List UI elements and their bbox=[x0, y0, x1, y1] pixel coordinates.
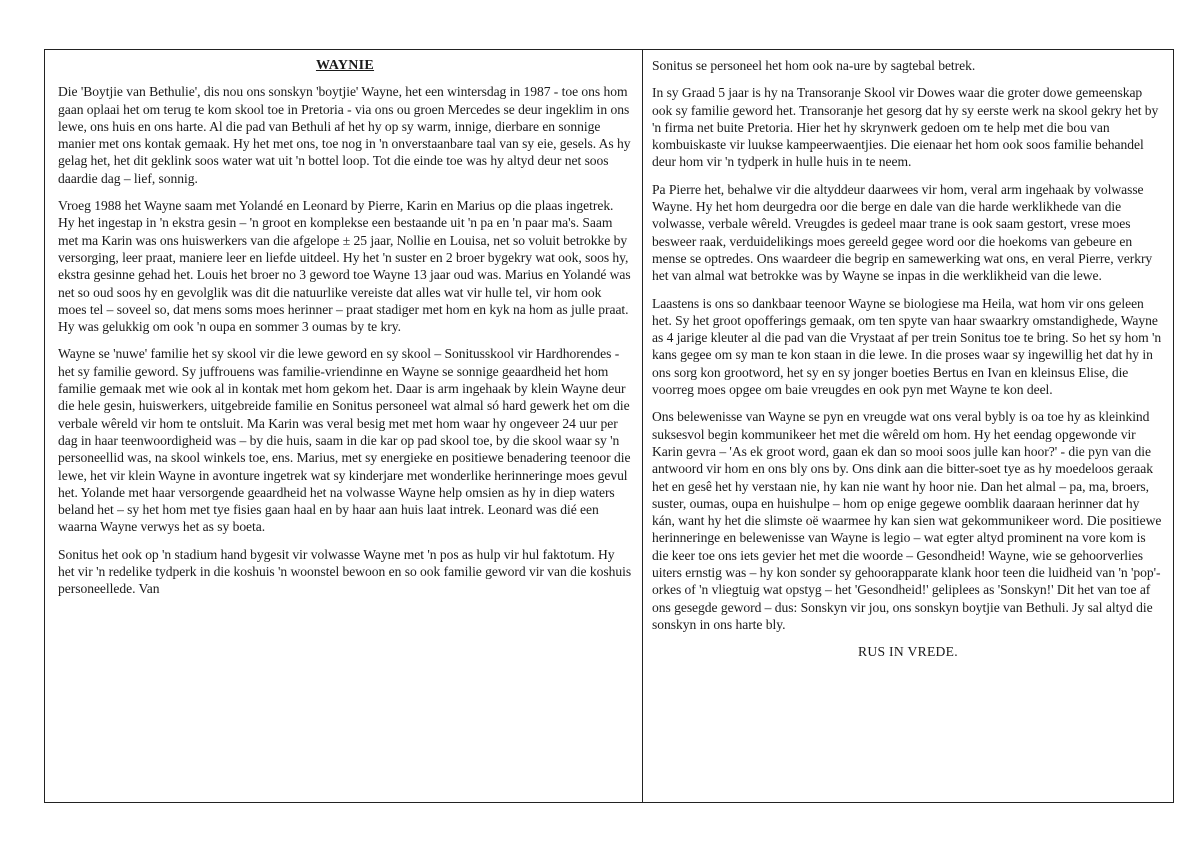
left-column bbox=[58, 57, 632, 608]
paragraph: Pa Pierre het, behalwe vir die altyddeur daarwees vir hom, veral arm ingehaak by volwasse Wayne. Hy het hom deurgedra oor die berge en dale van die harde werklikhede van die volwasse, verbale wêreld. Vreugdes is gedeel maar trane is ook saam gestort, vrese moes besweer raak, verduidelikings moes gereeld gegee word oor die hoekoms van gebeure en mense se optredes. Ons waardeer die begrip en samewerking wat ons, en veral Pierre, verkry het van almal wat betrokke was by Wayne se inpas in die werklikheid van die lewe. bbox=[652, 181, 1153, 284]
document-title: WAYNIE bbox=[315, 58, 375, 73]
paragraph: Laastens is ons so dankbaar teenoor Wayne se biologiese ma Heila, wat hom vir ons geleen het. Sy het groot opofferings gemaak, om ten spyte van haar swaarkry omstandighede, Wayne as 4 jarige kleuter al die pad van die Vrystaat af per trein Sonitus toe te bring. So het sy hom 'n kans gegee om sy man te kon staan in die lewe. In die proses waar sy ingewillig het dat hy in ons sorg kon grootword, het sy en sy jonger boeties Bertus en Ivan en kleinsus Elise, die voorreg moes opgee om baie vreugdes en ook pyn met Wayne te kon deel. bbox=[652, 295, 1162, 398]
paragraph: Sonitus se personeel het hom ook na-ure by sagtebal betrek. bbox=[652, 58, 976, 73]
paragraph: Wayne se 'nuwe' familie het sy skool vir die lewe geword en sy skool – Sonitusskool vir Hardhorendes - het sy familie geword. Sy juffrouens was familie-vriendinne en Wayne se sonnige geaardheid het hom familie gemaak met wie ook al in kontak met hom gekom het. Daar is arm ingehaak by klein Wayne deur die hele gesin, huiswerkers, uitgebreide familie en Sonitus personeel wat almal só hard gewerk het om die verbale wêreld vir hom te ontsluit. Ma Karin was veral besig met met hom waar hy ongeveer 24 uur per dag in haar teenwoordigheid was – by die huis, saam in die kar op pad skool toe, by die skool waar sy 'n personeellid was, na skool winkels toe, ens. Marius, met sy energieke en positiewe benadering teenoor die lewe, het vir klein Wayne in avonture ingetrek wat sy kinderjare met wonderlike herinneringe moes gevul het. Yolande met haar versorgende geaardheid het na volwasse Wayne help omsien as hy in diep waters beland het – sy het hom met tye fisies gaan haal en by haar aan huis laat intrek. Leonard was dié een waarna Wayne verwys het as sy boeta. bbox=[58, 346, 631, 535]
paragraph: Ons belewenisse van Wayne se pyn en vreugde wat ons veral bybly is oa toe hy as kleinkind suksesvol begin kommunikeer het met die wêreld om hom. Hy het eendag opgewonde vir Karin gevra – 'As ek groot word, gaan ek dan so mooi soos julle kan hoor?' - die pyn van die antwoord vir hom en ons bly ons by. Ons dink aan die bitter-soet tye as hy moedeloos geraak het en gesê het hy verstaan nie, hy kan nie want hy hoor nie. Dan het almal – pa, ma, broers, suster, oumas, oupa en huishulpe – hom op enige gegewe oomblik daaraan herinner dat hy kán, want hy het die slimste oë waarmee hy kan sien wat gekommunikeer word. Die positiewe herinneringe en belewenisse van Wayne is legio – wat egter altyd prominent na vore kom is die keer toe ons iets gevier het met die woorde – Gesondheid! Wayne, wie se gehoorverlies uiters ernstig was – hy kon sonder sy gehoorapparate klank hoor teen die luidheid van 'n 'pop'-orkes of 'n vliegtuig wat opstyg – het 'Gesondheid!' geliplees as 'Sonskyn!' Dit het van toe af ons gesegde geword – dus: Sonskyn vir jou, ons sonskyn boytjie van Bethuli. Jy sal altyd die sonskyn in ons harte bly. bbox=[652, 409, 1162, 632]
paragraph: Vroeg 1988 het Wayne saam met Yolandé en Leonard by Pierre, Karin en Marius op die plaas ingetrek. Hy het ingestap in 'n ekstra gesin – 'n groot en komplekse een bestaande uit 'n pa en 'n paar ma's. Saam met ma Karin was ons huiswerkers van die afgelope ± 25 jaar, Nollie en Louisa, net so voluit betrokke by versorging, leer praat, maniere leer en liefde uitdeel. Hy het 'n suster en 2 broer bygekry wat ook, soos hy, ekstra gesinne gehad het. Louis het broer no 3 geword toe Wayne 13 jaar oud was. Marius en Yolandé was net so oud soos hy en gevolglik was dit die natuurlike vereiste dat alles wat vir hulle tel, vir hom ook moes tel – soveel so, dat mens soms moes herinner – praat stadiger met hom en kyk na hom as julle praat. Hy was gelukkig om ook 'n oupa en sommer 3 oumas by te kry. bbox=[58, 198, 631, 335]
column-divider bbox=[642, 49, 643, 803]
paragraph: Sonitus het ook op 'n stadium hand bygesit vir volwasse Wayne met 'n pos as hulp vir hul faktotum. Hy het vir 'n redelike tydperk in die koshuis 'n woonstel bewoon en so ook familie geword vir van die koshuis personeellede. Van bbox=[58, 546, 632, 597]
closing-line: RUS IN VREDE. bbox=[858, 644, 958, 660]
paragraph: Die 'Boytjie van Bethulie', dis nou ons sonskyn 'boytjie' Wayne, het een wintersdag in 1987 - toe ons hom gaan oplaai het om terug te kom skool toe in Pretoria - via ons ou groen Mercedes se deur ingeklim in ons lewe, ons huis en ons harte. Al die pad van Bethuli af het hy op sy warm, innige, dierbare en sonnige manier met ons kontak gemaak. Hy het met ons, toe nog in 'n onverstaanbare taal van sy eie, gesels. As hy gelag het, het dit geklink soos water wat uit 'n bottel loop. Tot die einde toe was hy altyd deur net soos daardie dag – lief, sonnig. bbox=[58, 84, 631, 186]
right-column bbox=[652, 57, 1164, 661]
paragraph: In sy Graad 5 jaar is hy na Transoranje Skool vir Dowes waar die groter dowe gemeenskap ook sy familie geword het. Transoranje het gesorg dat hy sy eerste werk na skool gekry het by 'n firma net buite Pretoria. Hier het hy skrynwerk gedoen om te help met die bou van kombuiskaste vir luukse kampeerwaentjies. Die eienaar het hom ook soos familie behandel deur hom vir 'n tydperk in hulle huis in te neem. bbox=[652, 85, 1159, 170]
